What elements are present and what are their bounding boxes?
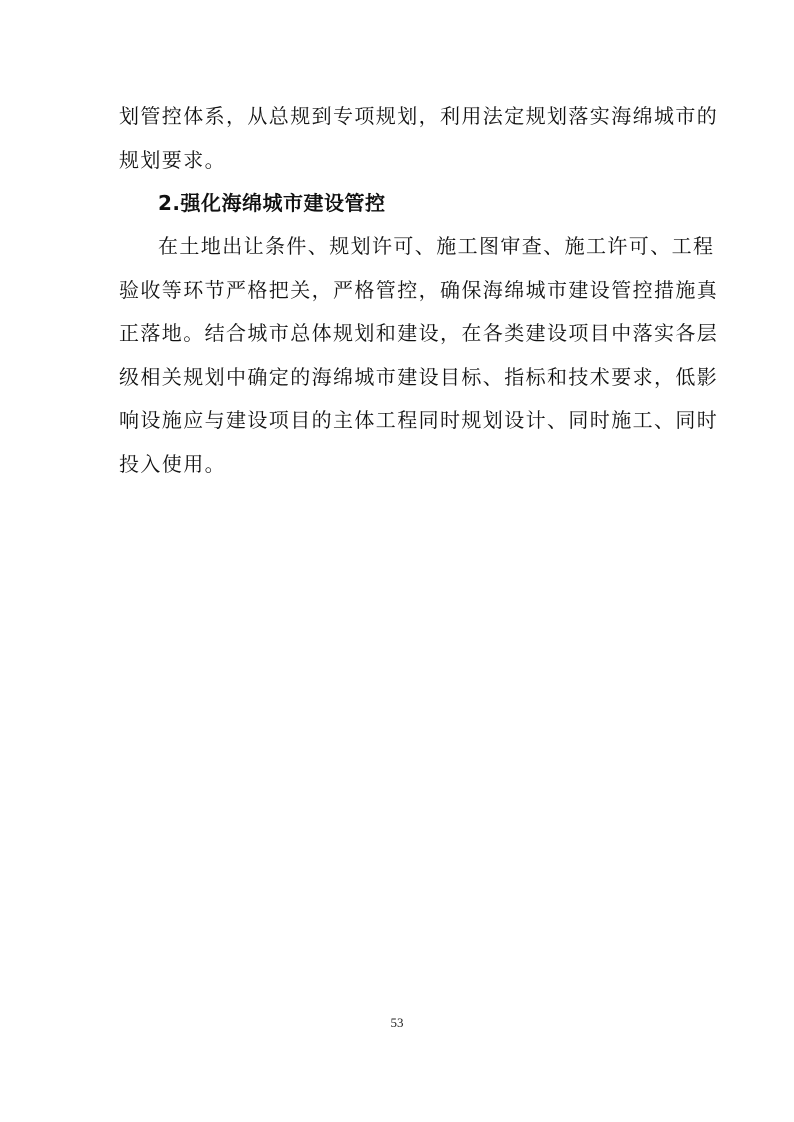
paragraph-line: 验收等环节严格把关，严格管控，确保海绵城市建设管控措施真 bbox=[119, 278, 719, 302]
paragraph-line: 在土地出让条件、规划许可、施工图审查、施工许可、工程 bbox=[158, 234, 715, 258]
paragraph-line: 响设施应与建设项目的主体工程同时规划设计、同时施工、同时 bbox=[119, 408, 719, 432]
paragraph-line: 级相关规划中确定的海绵城市建设目标、指标和技术要求，低影 bbox=[119, 365, 719, 389]
paragraph-line: 规划要求。 bbox=[119, 148, 226, 172]
paragraph-line: 划管控体系，从总规到专项规划，利用法定规划落实海绵城市的 bbox=[119, 104, 719, 128]
paragraph-line: 投入使用。 bbox=[119, 452, 226, 476]
page-number: 53 bbox=[390, 1015, 404, 1030]
paragraph-line: 正落地。结合城市总体规划和建设，在各类建设项目中落实各层 bbox=[119, 321, 719, 345]
section-heading: 2.强化海绵城市建设管控 bbox=[158, 191, 386, 215]
